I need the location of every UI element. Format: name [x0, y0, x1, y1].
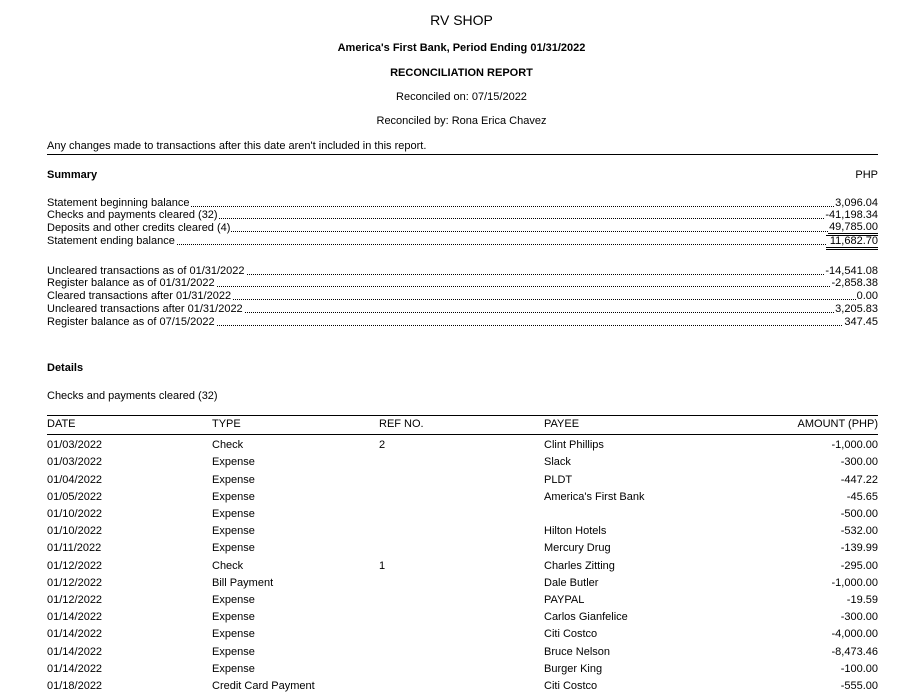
reconciled-on: Reconciled on: 07/15/2022: [396, 91, 527, 103]
cell-ref: 2: [379, 439, 386, 451]
summary-label: Cleared transactions after 01/31/2022: [47, 290, 232, 302]
column-header-amount: AMOUNT (PHP): [797, 418, 878, 430]
summary-value: 49,785.00: [829, 221, 878, 233]
summary-label: Checks and payments cleared (32): [47, 209, 218, 221]
summary-row: [47, 290, 878, 302]
column-header-ref: REF NO.: [379, 418, 424, 430]
summary-label: Uncleared transactions after 01/31/2022: [47, 303, 243, 315]
cell-type: Expense: [212, 646, 255, 658]
reconciled-by: Reconciled by: Rona Erica Chavez: [376, 115, 547, 127]
cell-type: Check: [212, 560, 244, 572]
summary-row: [47, 303, 878, 315]
cell-amount: -500.00: [840, 508, 878, 520]
cell-date: 01/14/2022: [47, 663, 103, 675]
table-row: [47, 663, 878, 677]
cell-date: 01/14/2022: [47, 611, 103, 623]
summary-row: [47, 209, 878, 221]
summary-value: -2,858.38: [831, 277, 878, 289]
table-row: [47, 491, 878, 505]
cell-type: Expense: [212, 525, 255, 537]
cell-amount: -555.00: [840, 680, 878, 692]
summary-value: -14,541.08: [825, 265, 878, 277]
section-title: Checks and payments cleared (32): [47, 390, 218, 402]
summary-row: [47, 197, 878, 209]
cell-payee: Mercury Drug: [544, 542, 611, 554]
disclaimer-text: Any changes made to transactions after this date aren't included in this report.: [47, 140, 427, 152]
cell-type: Credit Card Payment: [212, 680, 315, 692]
summary-value: 0.00: [856, 290, 878, 302]
summary-value: 3,096.04: [835, 197, 878, 209]
cell-date: 01/12/2022: [47, 560, 103, 572]
summary-row: [47, 316, 878, 328]
cell-amount: -19.59: [846, 594, 878, 606]
summary-value: -41,198.34: [825, 209, 878, 221]
table-header: [47, 418, 878, 432]
cell-type: Check: [212, 439, 244, 451]
cell-type: Expense: [212, 456, 255, 468]
cell-payee: Bruce Nelson: [544, 646, 611, 658]
cell-type: Expense: [212, 542, 255, 554]
cell-amount: -100.00: [840, 663, 878, 675]
table-row: [47, 560, 878, 574]
summary-row: [47, 222, 878, 234]
bank-period-line: America's First Bank, Period Ending 01/31/2022: [337, 42, 586, 54]
details-title: Details: [47, 362, 84, 374]
cell-payee: Burger King: [544, 663, 603, 675]
cell-type: Expense: [212, 663, 255, 675]
cell-amount: -300.00: [840, 456, 878, 468]
cell-amount: -447.22: [840, 474, 878, 486]
cell-type: Expense: [212, 491, 255, 503]
cell-payee: Dale Butler: [544, 577, 599, 589]
cell-payee: Hilton Hotels: [544, 525, 607, 537]
cell-date: 01/10/2022: [47, 525, 103, 537]
column-header-type: TYPE: [212, 418, 241, 430]
summary-label: Uncleared transactions as of 01/31/2022: [47, 265, 245, 277]
cell-amount: -8,473.46: [831, 646, 878, 658]
cell-date: 01/12/2022: [47, 594, 103, 606]
summary-value: 3,205.83: [835, 303, 878, 315]
summary-label: Deposits and other credits cleared (4): [47, 222, 231, 234]
cell-payee: Charles Zitting: [544, 560, 615, 572]
cell-type: Expense: [212, 508, 255, 520]
cell-date: 01/12/2022: [47, 577, 103, 589]
cell-payee: Citi Costco: [544, 680, 598, 692]
cell-amount: -139.99: [840, 542, 878, 554]
table-row: [47, 525, 878, 539]
currency-label: PHP: [855, 169, 878, 181]
cell-payee: PLDT: [544, 474, 573, 486]
cell-date: 01/05/2022: [47, 491, 103, 503]
summary-row: [47, 265, 878, 277]
report-title: RECONCILIATION REPORT: [390, 67, 533, 79]
summary-label: Register balance as of 01/31/2022: [47, 277, 215, 289]
company-name: RV SHOP: [430, 12, 493, 28]
cell-amount: -532.00: [840, 525, 878, 537]
cell-payee: PAYPAL: [544, 594, 585, 606]
table-row: [47, 439, 878, 453]
table-row: [47, 646, 878, 660]
cell-amount: -300.00: [840, 611, 878, 623]
column-header-date: DATE: [47, 418, 76, 430]
cell-date: 01/11/2022: [47, 542, 102, 554]
cell-type: Bill Payment: [212, 577, 274, 589]
table-row: [47, 594, 878, 608]
cell-type: Expense: [212, 474, 255, 486]
cell-payee: Clint Phillips: [544, 439, 604, 451]
summary-value: 347.45: [844, 316, 878, 328]
table-row: [47, 508, 878, 522]
cell-date: 01/04/2022: [47, 474, 103, 486]
cell-date: 01/14/2022: [47, 628, 103, 640]
header-divider: [47, 154, 878, 155]
summary-row: [47, 277, 878, 289]
cell-date: 01/03/2022: [47, 439, 103, 451]
table-row: [47, 680, 878, 694]
table-row: [47, 542, 878, 556]
summary-label: Register balance as of 07/15/2022: [47, 316, 215, 328]
cell-date: 01/18/2022: [47, 680, 103, 692]
cell-type: Expense: [212, 611, 255, 623]
cell-amount: -1,000.00: [831, 577, 878, 589]
cell-payee: Citi Costco: [544, 628, 598, 640]
table-row: [47, 628, 878, 642]
cell-payee: Carlos Gianfelice: [544, 611, 628, 623]
cell-ref: 1: [379, 560, 386, 572]
column-header-payee: PAYEE: [544, 418, 580, 430]
table-row: [47, 456, 878, 470]
summary-label: Statement beginning balance: [47, 197, 190, 209]
table-header-rule: [47, 434, 878, 435]
summary-row-ending: [47, 235, 878, 247]
table-header-rule: [47, 415, 878, 416]
cell-payee: America's First Bank: [544, 491, 645, 503]
table-row: [47, 577, 878, 591]
summary-label: Statement ending balance: [47, 235, 175, 247]
cell-date: 01/03/2022: [47, 456, 103, 468]
summary-value: 11,682.70: [826, 235, 878, 250]
table-row: [47, 474, 878, 488]
cell-type: Expense: [212, 594, 255, 606]
cell-amount: -4,000.00: [831, 628, 878, 640]
cell-amount: -1,000.00: [831, 439, 878, 451]
table-row: [47, 611, 878, 625]
cell-payee: Slack: [544, 456, 571, 468]
cell-date: 01/14/2022: [47, 646, 103, 658]
cell-amount: -295.00: [840, 560, 878, 572]
summary-title: Summary: [47, 169, 98, 181]
cell-amount: -45.65: [846, 491, 878, 503]
cell-type: Expense: [212, 628, 255, 640]
cell-date: 01/10/2022: [47, 508, 103, 520]
